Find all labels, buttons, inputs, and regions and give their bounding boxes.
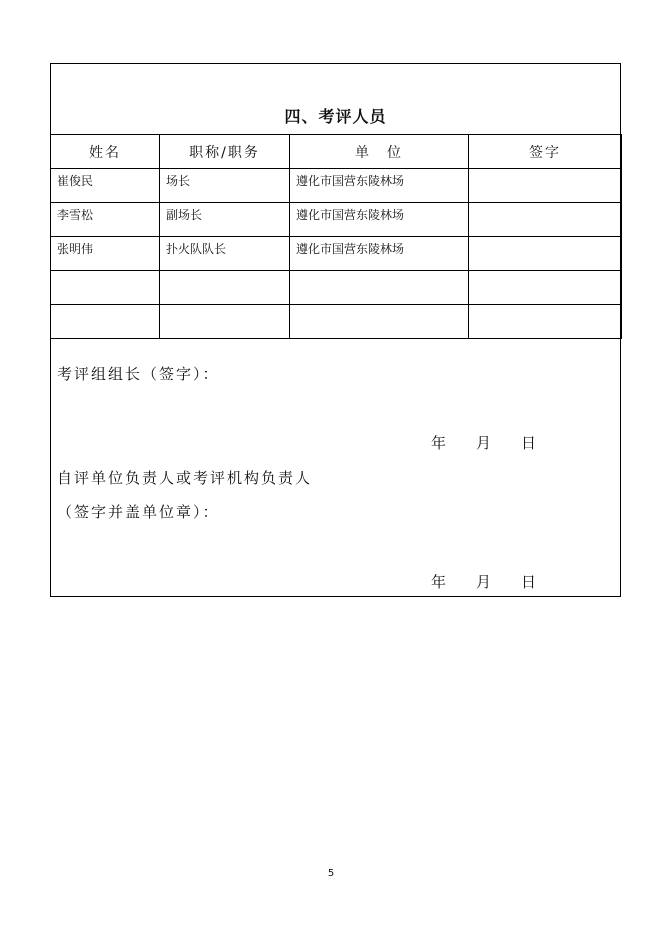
table-row [51, 305, 622, 339]
responsible-label-line2: （签字并盖单位章）： [57, 503, 220, 521]
table-header-row [51, 135, 622, 169]
responsible-date [431, 571, 536, 592]
table-row [51, 237, 622, 271]
cell-name: 崔俊民 [51, 169, 160, 203]
cell-title[interactable] [160, 271, 290, 305]
page-number: 5 [327, 868, 335, 879]
cell-title: 场长 [160, 169, 290, 203]
date-year: 年 [431, 573, 447, 591]
cell-name[interactable] [51, 305, 160, 339]
responsible-label-line1: 自评单位负责人或考评机构负责人 [57, 469, 313, 487]
cell-title: 扑火队队长 [160, 237, 290, 271]
header-unit: 单 位 [290, 135, 469, 169]
evaluator-form [50, 63, 621, 597]
header-signature: 签字 [469, 135, 622, 169]
cell-name: 张明伟 [51, 237, 160, 271]
cell-title: 副场长 [160, 203, 290, 237]
leader-signature-label: 考评组组长（签字）： [57, 365, 220, 383]
leader-date [431, 432, 536, 453]
table-row [51, 271, 622, 305]
cell-name: 李雪松 [51, 203, 160, 237]
date-day: 日 [521, 434, 537, 452]
cell-signature[interactable] [469, 237, 622, 271]
cell-unit[interactable] [290, 271, 469, 305]
date-day: 日 [521, 573, 537, 591]
cell-name[interactable] [51, 271, 160, 305]
cell-signature[interactable] [469, 305, 622, 339]
cell-unit: 遵化市国营东陵林场 [290, 203, 469, 237]
cell-unit: 遵化市国营东陵林场 [290, 169, 469, 203]
evaluator-table [50, 134, 622, 339]
cell-signature[interactable] [469, 203, 622, 237]
table-row [51, 169, 622, 203]
section-title: 四、考评人员 [284, 107, 387, 126]
cell-title[interactable] [160, 305, 290, 339]
cell-unit: 遵化市国营东陵林场 [290, 237, 469, 271]
date-month: 月 [476, 573, 492, 591]
header-title: 职称/职务 [160, 135, 290, 169]
date-year: 年 [431, 434, 447, 452]
cell-signature[interactable] [469, 169, 622, 203]
cell-unit[interactable] [290, 305, 469, 339]
date-month: 月 [476, 434, 492, 452]
cell-signature[interactable] [469, 271, 622, 305]
table-row [51, 203, 622, 237]
header-name: 姓名 [51, 135, 160, 169]
